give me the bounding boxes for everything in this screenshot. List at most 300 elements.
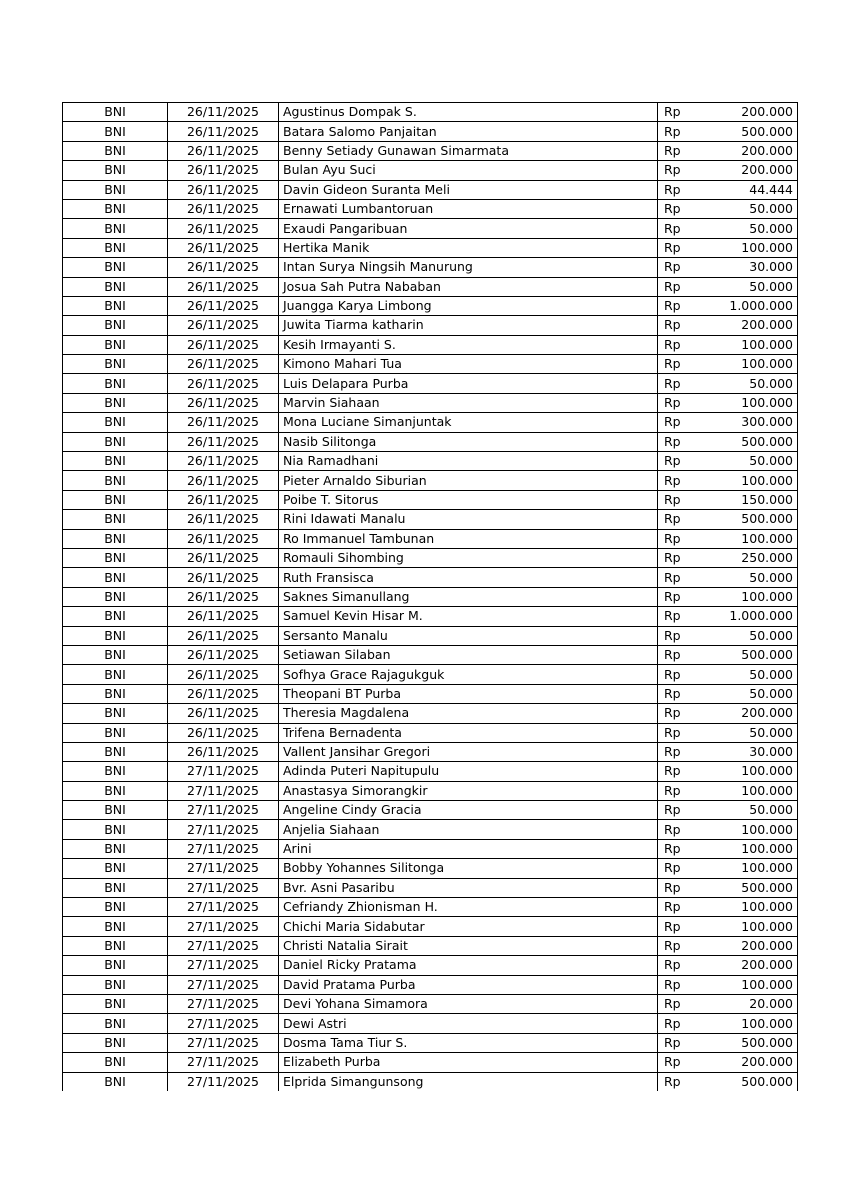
amount-cell: 200.000 [712, 704, 798, 723]
bank-cell: BNI [63, 568, 168, 587]
currency-cell: Rp [658, 374, 713, 393]
amount-cell: 50.000 [712, 277, 798, 296]
bank-cell: BNI [63, 704, 168, 723]
donor-name-cell: Chichi Maria Sidabutar [279, 917, 658, 936]
bank-cell: BNI [63, 742, 168, 761]
date-cell: 27/11/2025 [168, 1033, 279, 1052]
donor-name-cell: Arini [279, 839, 658, 858]
date-cell: 27/11/2025 [168, 762, 279, 781]
date-cell: 26/11/2025 [168, 607, 279, 626]
table-row [63, 161, 798, 180]
donor-name-cell: Agustinus Dompak S. [279, 103, 658, 122]
currency-cell: Rp [658, 936, 713, 955]
table-row [63, 1053, 798, 1072]
donor-name-cell: Luis Delapara Purba [279, 374, 658, 393]
currency-cell: Rp [658, 452, 713, 471]
bank-cell: BNI [63, 180, 168, 199]
currency-cell: Rp [658, 510, 713, 529]
table-row [63, 994, 798, 1013]
table-row [63, 335, 798, 354]
amount-cell: 50.000 [712, 723, 798, 742]
table-row [63, 645, 798, 664]
donor-name-cell: Bulan Ayu Suci [279, 161, 658, 180]
donor-name-cell: Bvr. Asni Pasaribu [279, 878, 658, 897]
table-row [63, 1033, 798, 1052]
date-cell: 26/11/2025 [168, 742, 279, 761]
currency-cell: Rp [658, 820, 713, 839]
donor-name-cell: Christi Natalia Sirait [279, 936, 658, 955]
amount-cell: 100.000 [712, 1014, 798, 1033]
bank-cell: BNI [63, 762, 168, 781]
table-row [63, 626, 798, 645]
bank-cell: BNI [63, 374, 168, 393]
amount-cell: 500.000 [712, 122, 798, 141]
table-row [63, 510, 798, 529]
currency-cell: Rp [658, 956, 713, 975]
currency-cell: Rp [658, 665, 713, 684]
bank-cell: BNI [63, 936, 168, 955]
table-row [63, 898, 798, 917]
amount-cell: 50.000 [712, 374, 798, 393]
currency-cell: Rp [658, 781, 713, 800]
table-row [63, 296, 798, 315]
currency-cell: Rp [658, 607, 713, 626]
bank-cell: BNI [63, 645, 168, 664]
amount-cell: 200.000 [712, 936, 798, 955]
bank-cell: BNI [63, 607, 168, 626]
donor-name-cell: Juangga Karya Limbong [279, 296, 658, 315]
date-cell: 26/11/2025 [168, 529, 279, 548]
donation-table [62, 102, 798, 1091]
bank-cell: BNI [63, 626, 168, 645]
donor-name-cell: Batara Salomo Panjaitan [279, 122, 658, 141]
amount-cell: 50.000 [712, 665, 798, 684]
table-row [63, 122, 798, 141]
date-cell: 26/11/2025 [168, 374, 279, 393]
donor-name-cell: Kimono Mahari Tua [279, 355, 658, 374]
table-row [63, 975, 798, 994]
amount-cell: 100.000 [712, 781, 798, 800]
bank-cell: BNI [63, 471, 168, 490]
date-cell: 26/11/2025 [168, 723, 279, 742]
date-cell: 26/11/2025 [168, 471, 279, 490]
table-row [63, 665, 798, 684]
donor-name-cell: Angeline Cindy Gracia [279, 801, 658, 820]
date-cell: 26/11/2025 [168, 684, 279, 703]
donor-name-cell: Dewi Astri [279, 1014, 658, 1033]
donor-name-cell: Romauli Sihombing [279, 548, 658, 567]
date-cell: 26/11/2025 [168, 316, 279, 335]
currency-cell: Rp [658, 975, 713, 994]
bank-cell: BNI [63, 1033, 168, 1052]
date-cell: 27/11/2025 [168, 878, 279, 897]
amount-cell: 50.000 [712, 452, 798, 471]
bank-cell: BNI [63, 510, 168, 529]
table-row [63, 704, 798, 723]
amount-cell: 100.000 [712, 587, 798, 606]
bank-cell: BNI [63, 859, 168, 878]
donor-name-cell: Saknes Simanullang [279, 587, 658, 606]
date-cell: 26/11/2025 [168, 452, 279, 471]
bank-cell: BNI [63, 839, 168, 858]
table-row [63, 432, 798, 451]
donor-name-cell: Devi Yohana Simamora [279, 994, 658, 1013]
bank-cell: BNI [63, 316, 168, 335]
amount-cell: 100.000 [712, 471, 798, 490]
currency-cell: Rp [658, 839, 713, 858]
table-row [63, 859, 798, 878]
donor-name-cell: Anjelia Siahaan [279, 820, 658, 839]
amount-cell: 200.000 [712, 161, 798, 180]
bank-cell: BNI [63, 975, 168, 994]
amount-cell: 100.000 [712, 820, 798, 839]
table-row [63, 917, 798, 936]
amount-cell: 30.000 [712, 742, 798, 761]
donor-name-cell: Nia Ramadhani [279, 452, 658, 471]
amount-cell: 250.000 [712, 548, 798, 567]
table-row [63, 1014, 798, 1033]
donor-name-cell: Intan Surya Ningsih Manurung [279, 258, 658, 277]
currency-cell: Rp [658, 645, 713, 664]
currency-cell: Rp [658, 258, 713, 277]
amount-cell: 150.000 [712, 490, 798, 509]
table-row [63, 781, 798, 800]
date-cell: 26/11/2025 [168, 626, 279, 645]
date-cell: 27/11/2025 [168, 801, 279, 820]
donor-name-cell: Setiawan Silaban [279, 645, 658, 664]
bank-cell: BNI [63, 723, 168, 742]
currency-cell: Rp [658, 316, 713, 335]
currency-cell: Rp [658, 587, 713, 606]
amount-cell: 500.000 [712, 878, 798, 897]
amount-cell: 44.444 [712, 180, 798, 199]
donor-name-cell: Sofhya Grace Rajagukguk [279, 665, 658, 684]
date-cell: 26/11/2025 [168, 219, 279, 238]
donor-name-cell: Theopani BT Purba [279, 684, 658, 703]
table-row [63, 199, 798, 218]
bank-cell: BNI [63, 413, 168, 432]
bank-cell: BNI [63, 878, 168, 897]
currency-cell: Rp [658, 393, 713, 412]
date-cell: 27/11/2025 [168, 1014, 279, 1033]
donor-name-cell: Ro Immanuel Tambunan [279, 529, 658, 548]
table-row [63, 219, 798, 238]
bank-cell: BNI [63, 122, 168, 141]
currency-cell: Rp [658, 296, 713, 315]
bank-cell: BNI [63, 490, 168, 509]
amount-cell: 1.000.000 [712, 296, 798, 315]
currency-cell: Rp [658, 161, 713, 180]
date-cell: 26/11/2025 [168, 122, 279, 141]
amount-cell: 500.000 [712, 1033, 798, 1052]
amount-cell: 100.000 [712, 393, 798, 412]
amount-cell: 50.000 [712, 626, 798, 645]
date-cell: 26/11/2025 [168, 413, 279, 432]
donor-name-cell: Adinda Puteri Napitupulu [279, 762, 658, 781]
currency-cell: Rp [658, 548, 713, 567]
date-cell: 26/11/2025 [168, 141, 279, 160]
bank-cell: BNI [63, 1072, 168, 1091]
amount-cell: 300.000 [712, 413, 798, 432]
amount-cell: 100.000 [712, 975, 798, 994]
donor-name-cell: Cefriandy Zhionisman H. [279, 898, 658, 917]
donor-name-cell: Juwita Tiarma katharin [279, 316, 658, 335]
currency-cell: Rp [658, 103, 713, 122]
donation-table-body [63, 103, 798, 1091]
table-row [63, 316, 798, 335]
bank-cell: BNI [63, 587, 168, 606]
amount-cell: 500.000 [712, 1072, 798, 1091]
bank-cell: BNI [63, 161, 168, 180]
donor-name-cell: Rini Idawati Manalu [279, 510, 658, 529]
table-row [63, 258, 798, 277]
date-cell: 27/11/2025 [168, 956, 279, 975]
currency-cell: Rp [658, 994, 713, 1013]
date-cell: 27/11/2025 [168, 781, 279, 800]
table-row [63, 452, 798, 471]
amount-cell: 100.000 [712, 859, 798, 878]
bank-cell: BNI [63, 219, 168, 238]
donor-name-cell: Trifena Bernadenta [279, 723, 658, 742]
table-row [63, 956, 798, 975]
table-row [63, 839, 798, 858]
donor-name-cell: Marvin Siahaan [279, 393, 658, 412]
currency-cell: Rp [658, 141, 713, 160]
date-cell: 26/11/2025 [168, 393, 279, 412]
currency-cell: Rp [658, 490, 713, 509]
currency-cell: Rp [658, 1033, 713, 1052]
date-cell: 26/11/2025 [168, 355, 279, 374]
table-row [63, 762, 798, 781]
table-row [63, 103, 798, 122]
date-cell: 26/11/2025 [168, 490, 279, 509]
amount-cell: 50.000 [712, 684, 798, 703]
currency-cell: Rp [658, 277, 713, 296]
date-cell: 26/11/2025 [168, 277, 279, 296]
currency-cell: Rp [658, 723, 713, 742]
bank-cell: BNI [63, 432, 168, 451]
bank-cell: BNI [63, 665, 168, 684]
table-row [63, 587, 798, 606]
donor-name-cell: Pieter Arnaldo Siburian [279, 471, 658, 490]
amount-cell: 200.000 [712, 103, 798, 122]
amount-cell: 100.000 [712, 762, 798, 781]
donor-name-cell: Ernawati Lumbantoruan [279, 199, 658, 218]
donor-name-cell: Kesih Irmayanti S. [279, 335, 658, 354]
currency-cell: Rp [658, 355, 713, 374]
date-cell: 26/11/2025 [168, 161, 279, 180]
table-row [63, 180, 798, 199]
date-cell: 26/11/2025 [168, 587, 279, 606]
donor-name-cell: Exaudi Pangaribuan [279, 219, 658, 238]
date-cell: 26/11/2025 [168, 238, 279, 257]
table-row [63, 548, 798, 567]
amount-cell: 200.000 [712, 1053, 798, 1072]
table-row [63, 490, 798, 509]
table-row [63, 878, 798, 897]
date-cell: 26/11/2025 [168, 103, 279, 122]
bank-cell: BNI [63, 296, 168, 315]
currency-cell: Rp [658, 742, 713, 761]
amount-cell: 50.000 [712, 219, 798, 238]
donor-name-cell: Ruth Fransisca [279, 568, 658, 587]
currency-cell: Rp [658, 413, 713, 432]
amount-cell: 100.000 [712, 917, 798, 936]
amount-cell: 100.000 [712, 839, 798, 858]
currency-cell: Rp [658, 238, 713, 257]
date-cell: 27/11/2025 [168, 898, 279, 917]
table-row [63, 801, 798, 820]
currency-cell: Rp [658, 335, 713, 354]
currency-cell: Rp [658, 878, 713, 897]
date-cell: 27/11/2025 [168, 994, 279, 1013]
table-row [63, 607, 798, 626]
bank-cell: BNI [63, 684, 168, 703]
bank-cell: BNI [63, 1014, 168, 1033]
currency-cell: Rp [658, 684, 713, 703]
amount-cell: 100.000 [712, 335, 798, 354]
bank-cell: BNI [63, 917, 168, 936]
bank-cell: BNI [63, 1053, 168, 1072]
bank-cell: BNI [63, 393, 168, 412]
donor-name-cell: Davin Gideon Suranta Meli [279, 180, 658, 199]
bank-cell: BNI [63, 994, 168, 1013]
currency-cell: Rp [658, 704, 713, 723]
currency-cell: Rp [658, 626, 713, 645]
donor-name-cell: Samuel Kevin Hisar M. [279, 607, 658, 626]
amount-cell: 100.000 [712, 355, 798, 374]
currency-cell: Rp [658, 568, 713, 587]
donor-name-cell: Theresia Magdalena [279, 704, 658, 723]
currency-cell: Rp [658, 432, 713, 451]
amount-cell: 50.000 [712, 199, 798, 218]
table-row [63, 529, 798, 548]
currency-cell: Rp [658, 219, 713, 238]
donor-name-cell: Benny Setiady Gunawan Simarmata [279, 141, 658, 160]
table-row [63, 277, 798, 296]
table-row [63, 820, 798, 839]
currency-cell: Rp [658, 917, 713, 936]
date-cell: 26/11/2025 [168, 704, 279, 723]
currency-cell: Rp [658, 1053, 713, 1072]
amount-cell: 200.000 [712, 316, 798, 335]
bank-cell: BNI [63, 898, 168, 917]
amount-cell: 500.000 [712, 510, 798, 529]
date-cell: 27/11/2025 [168, 936, 279, 955]
date-cell: 26/11/2025 [168, 548, 279, 567]
donor-name-cell: Nasib Silitonga [279, 432, 658, 451]
table-row [63, 568, 798, 587]
date-cell: 27/11/2025 [168, 1072, 279, 1091]
table-row [63, 936, 798, 955]
date-cell: 26/11/2025 [168, 568, 279, 587]
amount-cell: 20.000 [712, 994, 798, 1013]
donor-name-cell: Bobby Yohannes Silitonga [279, 859, 658, 878]
amount-cell: 100.000 [712, 529, 798, 548]
donor-name-cell: Dosma Tama Tiur S. [279, 1033, 658, 1052]
table-row [63, 393, 798, 412]
bank-cell: BNI [63, 781, 168, 800]
currency-cell: Rp [658, 1072, 713, 1091]
table-row [63, 238, 798, 257]
date-cell: 26/11/2025 [168, 432, 279, 451]
amount-cell: 500.000 [712, 645, 798, 664]
table-row [63, 723, 798, 742]
date-cell: 26/11/2025 [168, 199, 279, 218]
bank-cell: BNI [63, 452, 168, 471]
date-cell: 26/11/2025 [168, 665, 279, 684]
donor-name-cell: Anastasya Simorangkir [279, 781, 658, 800]
donor-name-cell: Sersanto Manalu [279, 626, 658, 645]
currency-cell: Rp [658, 529, 713, 548]
bank-cell: BNI [63, 258, 168, 277]
bank-cell: BNI [63, 529, 168, 548]
donor-name-cell: Hertika Manik [279, 238, 658, 257]
currency-cell: Rp [658, 859, 713, 878]
amount-cell: 50.000 [712, 801, 798, 820]
table-row [63, 1072, 798, 1091]
bank-cell: BNI [63, 335, 168, 354]
table-row [63, 684, 798, 703]
bank-cell: BNI [63, 238, 168, 257]
donor-name-cell: Elprida Simangunsong [279, 1072, 658, 1091]
date-cell: 27/11/2025 [168, 859, 279, 878]
table-row [63, 355, 798, 374]
bank-cell: BNI [63, 277, 168, 296]
date-cell: 27/11/2025 [168, 975, 279, 994]
currency-cell: Rp [658, 199, 713, 218]
table-row [63, 471, 798, 490]
bank-cell: BNI [63, 103, 168, 122]
table-row [63, 374, 798, 393]
date-cell: 26/11/2025 [168, 180, 279, 199]
date-cell: 26/11/2025 [168, 258, 279, 277]
table-row [63, 141, 798, 160]
amount-cell: 50.000 [712, 568, 798, 587]
donor-name-cell: David Pratama Purba [279, 975, 658, 994]
donor-name-cell: Vallent Jansihar Gregori [279, 742, 658, 761]
donor-name-cell: Elizabeth Purba [279, 1053, 658, 1072]
currency-cell: Rp [658, 762, 713, 781]
table-row [63, 413, 798, 432]
currency-cell: Rp [658, 1014, 713, 1033]
bank-cell: BNI [63, 199, 168, 218]
date-cell: 27/11/2025 [168, 839, 279, 858]
amount-cell: 500.000 [712, 432, 798, 451]
amount-cell: 30.000 [712, 258, 798, 277]
table-row [63, 742, 798, 761]
currency-cell: Rp [658, 801, 713, 820]
amount-cell: 100.000 [712, 238, 798, 257]
amount-cell: 200.000 [712, 141, 798, 160]
currency-cell: Rp [658, 898, 713, 917]
currency-cell: Rp [658, 471, 713, 490]
amount-cell: 100.000 [712, 898, 798, 917]
currency-cell: Rp [658, 122, 713, 141]
amount-cell: 1.000.000 [712, 607, 798, 626]
date-cell: 27/11/2025 [168, 917, 279, 936]
donor-name-cell: Daniel Ricky Pratama [279, 956, 658, 975]
date-cell: 26/11/2025 [168, 335, 279, 354]
bank-cell: BNI [63, 548, 168, 567]
amount-cell: 200.000 [712, 956, 798, 975]
bank-cell: BNI [63, 141, 168, 160]
bank-cell: BNI [63, 956, 168, 975]
date-cell: 26/11/2025 [168, 645, 279, 664]
donor-name-cell: Poibe T. Sitorus [279, 490, 658, 509]
date-cell: 27/11/2025 [168, 820, 279, 839]
donor-name-cell: Mona Luciane Simanjuntak [279, 413, 658, 432]
